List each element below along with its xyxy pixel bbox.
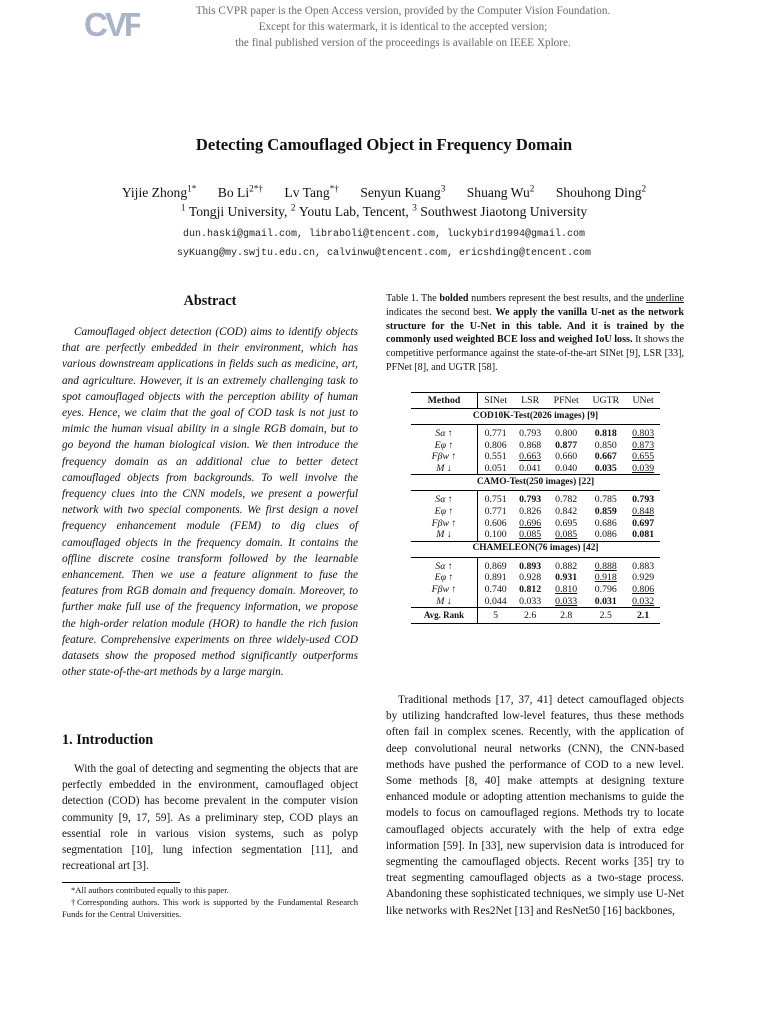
- author-sup: 2: [529, 183, 535, 194]
- metric-text: Sα ↑: [435, 428, 453, 439]
- table-cell: 0.850: [594, 439, 617, 451]
- caption-underline-word: underline: [645, 293, 684, 304]
- author-name: Shouhong Ding: [555, 185, 642, 200]
- table-cell: 0.551: [484, 451, 507, 463]
- table-row: [411, 572, 660, 584]
- table-cell: 0.041: [513, 463, 547, 475]
- metric-text: M ↓: [436, 529, 452, 541]
- table-cell: 0.695: [555, 517, 578, 529]
- column-header: UGTR: [585, 393, 626, 409]
- author: [122, 185, 197, 200]
- affil-name: Southwest Jiaotong University: [420, 204, 588, 219]
- section-title: CHAMELEON(76 images) [42]: [411, 541, 660, 557]
- table-row: [411, 596, 660, 608]
- metric-label: [411, 572, 478, 584]
- table-cell: 0.793: [632, 494, 655, 506]
- table-cell: 0.928: [519, 572, 542, 584]
- metric-label: [411, 506, 478, 518]
- author-list: [0, 185, 768, 201]
- metric-label: [411, 557, 478, 572]
- table-cell: 0.806: [484, 439, 507, 451]
- email-line: dun.haski@gmail.com, libraboli@tencent.com, luckybird1994@gmail.com: [182, 229, 586, 240]
- table-cell: 0.859: [594, 505, 617, 517]
- metric-text: Sα ↑: [435, 494, 453, 506]
- table-cell: 0.035: [585, 463, 626, 475]
- affil-name: Youtu Lab, Tencent,: [298, 204, 409, 219]
- table-cell: 0.810: [555, 583, 578, 595]
- table-cell: 0.793: [519, 494, 542, 506]
- avg-rank-cell: 2.5: [585, 608, 626, 624]
- author-name: Senyun Kuang: [360, 185, 441, 200]
- author-name: Shuang Wu: [466, 185, 530, 200]
- table-row: [411, 425, 660, 440]
- avg-rank-cell: 2.6: [513, 608, 547, 624]
- table-section-row: [411, 541, 660, 557]
- table-cell: 0.660: [555, 451, 578, 463]
- author: [556, 185, 646, 200]
- metric-label: [411, 463, 478, 475]
- cvf-logo-text: CVF: [84, 6, 140, 40]
- table-cell: 0.891: [484, 572, 507, 584]
- metric-label: [411, 440, 478, 452]
- abstract-heading: Abstract: [183, 293, 237, 309]
- watermark-line: This CVPR paper is the Open Access version, provided by the Computer Vision Foundation.: [195, 5, 611, 17]
- author-sup: 2*†: [249, 183, 263, 194]
- table-cell: 0.918: [594, 572, 617, 584]
- column-header: PFNet: [547, 393, 585, 409]
- caption-bold-sentence: We apply the vanilla U-net as the network structure for the U-Net in this table. And it is trained by the commonly used weighted BCE loss and weighed IoU loss.: [386, 306, 684, 346]
- avg-rank-cell: 2.8: [547, 608, 585, 624]
- table-cell: 0.696: [519, 517, 542, 529]
- author-emails: [0, 225, 768, 263]
- cvf-logo-graphic: [84, 6, 140, 40]
- metric-label: [411, 584, 478, 596]
- table-cell: 0.929: [632, 572, 655, 584]
- caption-text: indicates the second best.: [386, 306, 496, 318]
- table-cell: 0.806: [632, 583, 655, 595]
- table-cell: 0.085: [513, 529, 547, 541]
- table-cell: 0.842: [555, 505, 578, 517]
- cvf-logo: [84, 6, 140, 40]
- avg-rank-cell: 2.1: [626, 608, 660, 624]
- table-row: [411, 440, 660, 452]
- affiliations: [0, 204, 768, 220]
- affil-sup: 3: [412, 202, 417, 213]
- table-cell: 0.818: [594, 428, 617, 439]
- email-line: syKuang@my.swjtu.edu.cn, calvinwu@tencent.com, ericshding@tencent.com: [176, 248, 592, 259]
- table-cell: 0.606: [484, 517, 507, 529]
- author-name: Lv Tang: [284, 185, 330, 200]
- table-cell: 0.812: [519, 583, 542, 595]
- table-caption: [386, 292, 684, 375]
- table-row: [411, 451, 660, 463]
- footnote-rule: [62, 882, 180, 883]
- watermark-line: Except for this watermark, it is identical to the accepted version;: [258, 21, 548, 33]
- table-cell: 0.848: [632, 505, 655, 517]
- author-name: Bo Li: [217, 185, 250, 200]
- table-cell: 0.785: [594, 494, 617, 506]
- metric-text: Fβw ↑: [431, 583, 457, 595]
- table-cell: 0.883: [632, 560, 655, 572]
- table-cell: 0.931: [555, 572, 578, 584]
- table-cell: 0.882: [555, 560, 578, 572]
- table-cell: 0.751: [484, 494, 507, 506]
- avg-rank-cell: 5: [478, 608, 514, 624]
- table-row: [411, 518, 660, 530]
- section-title: COD10K-Test(2026 images) [9]: [411, 409, 660, 425]
- metric-text: Sα ↑: [435, 560, 453, 572]
- author-sup: 1*: [187, 183, 197, 194]
- author: [467, 185, 535, 200]
- column-header: SINet: [478, 393, 514, 409]
- footnotes: [62, 884, 358, 920]
- table-cell: 0.032: [626, 596, 660, 608]
- footnote: †Corresponding authors. This work is supported by the Fundamental Research Funds for the Central Universities.: [62, 897, 358, 919]
- table-cell: 0.085: [547, 529, 585, 541]
- column-header: LSR: [513, 393, 547, 409]
- metric-text: M ↓: [436, 595, 452, 607]
- table-row: [411, 529, 660, 541]
- table-section-row: [411, 475, 660, 491]
- table-cell: 0.040: [547, 463, 585, 475]
- metric-label: [411, 596, 478, 608]
- table-cell: 0.051: [478, 463, 514, 475]
- avg-rank-label: Avg. Rank: [411, 608, 478, 624]
- affil-name: Tongji University,: [188, 204, 288, 219]
- table-cell: 0.031: [585, 596, 626, 608]
- watermark-line: the final published version of the proceedings is available on IEEE Xplore.: [235, 37, 571, 49]
- table-cell: 0.793: [519, 428, 542, 439]
- table-cell: 0.081: [626, 529, 660, 541]
- caption-text: numbers represent the best results, and the: [468, 293, 646, 304]
- table-cell: 0.803: [632, 428, 655, 439]
- metric-text: Fβw ↑: [431, 517, 457, 529]
- metric-label: [411, 425, 478, 440]
- table-row: [411, 584, 660, 596]
- table-row: [411, 491, 660, 506]
- avg-rank-row: [411, 608, 660, 624]
- table-cell: 0.873: [632, 439, 655, 451]
- author-sup: *†: [329, 183, 339, 194]
- column-header: UNet: [626, 393, 660, 409]
- intro-text-right: Traditional methods [17, 37, 41] detect camouflaged objects by utilizing handcrafted low-level features, thus these methods often fail in complex scenes. Recently, with the application of deep convolutional neural networks (CNN), the CNN-based methods have pushed the performance of COD to a new level. Some methods [8, 40] make attempts at designing texture enhanced module or adopting attention mechanisms to guide the models to focus on camouflaged regions. Methods try to locate camouflaged objects accurately with the help of extra edge information [59]. In [33], new supervision data is introduced for segmenting the camouflaged objects. Recent works [35] try to treat segmenting camouflaged objects as a two-stage process. Abandoning these sophisticated techniques, we simply use U-Net like networks with Res2Net [13] and ResNet50 [16] backbones,: [386, 694, 684, 917]
- author: [218, 185, 263, 200]
- affil-sup: 1: [180, 202, 186, 213]
- metric-text: Eφ ↑: [434, 505, 454, 517]
- table-cell: 0.086: [585, 529, 626, 541]
- table-cell: 0.782: [555, 494, 578, 506]
- table-row: [411, 557, 660, 572]
- open-access-watermark: [150, 3, 656, 51]
- table-row: [411, 463, 660, 475]
- table-cell: 0.796: [594, 583, 617, 595]
- author: [284, 185, 338, 200]
- intro-heading: 1. Introduction: [62, 732, 154, 748]
- table-cell: 0.893: [519, 560, 542, 572]
- table-cell: 0.663: [519, 451, 542, 463]
- abstract-text: Camouflaged object detection (COD) aims to identify objects that are perfectly embedded in their environment, which has various downstream applications in fields such as medicine, art, and agriculture. However, it is an extremely challenging task to spot camouflaged objects with the perception ability of human eyes. Hence, we claim that the goal of COD task is not just to mimic the human visual ability in a single RGB domain, but to go beyond the human biological vision. We then introduce the frequency domain as an additional clue to better detect camouflaged objects from backgrounds. To well involve the frequency clues into the CNN models, we present a powerful network with two special components. We first design a novel frequency enhancement module (FEM) to dig clues of camouflaged objects in the frequency domain. It contains the offline discrete cosine transform followed by the learnable enhancement. Then we use a feature alignment to fuse the features from RGB domain and frequency domain. Moreover, to further make full use of the frequency information, we propose the high-order relation module (HOR) to handle the rich fusion feature. Comprehensive experiments on three widely-used COD datasets show the proposed method significantly outperforms other state-of-the-art methods by a large margin.: [62, 326, 358, 679]
- table-cell: 0.100: [478, 529, 514, 541]
- table-cell: 0.771: [484, 505, 507, 517]
- paper-title: Detecting Camouflaged Object in Frequency Domain: [195, 135, 573, 154]
- caption-text: It shows the competitive performance against the state-of-the-art SINet [9], LSR [33], PFNet [8], and UGTR [58].: [386, 334, 684, 373]
- table-cell: 0.033: [513, 596, 547, 608]
- author: [360, 185, 445, 200]
- results-table: [411, 392, 660, 624]
- table-header-row: [411, 393, 660, 409]
- table-cell: 0.740: [484, 583, 507, 595]
- table-cell: 0.888: [594, 560, 617, 572]
- intro-text: With the goal of detecting and segmenting the objects that are perfectly embedded in the environment, camouflaged object detection (COD) has become prevalent in the computer vision community [9, 17, 59]. As a preliminary step, COD plays an essential role in various vision systems, such as polyp segmentation [10], lung infection segmentation [11], and recreational art [3].: [62, 763, 358, 873]
- metric-text: Fβw ↑: [431, 451, 457, 463]
- metric-label: [411, 529, 478, 541]
- table-cell: 0.877: [555, 439, 578, 451]
- footnote: *All authors contributed equally to this paper.: [71, 885, 229, 895]
- metric-text: Eφ ↑: [434, 572, 454, 584]
- table-section-row: [411, 409, 660, 425]
- metric-label: [411, 491, 478, 506]
- table-cell: 0.667: [594, 451, 617, 463]
- section-title: CAMO-Test(250 images) [22]: [411, 475, 660, 491]
- table-cell: 0.655: [632, 451, 655, 463]
- affil-sup: 2: [290, 202, 296, 213]
- table-row: [411, 506, 660, 518]
- metric-label: [411, 451, 478, 463]
- table-cell: 0.033: [547, 596, 585, 608]
- table-cell: 0.868: [519, 439, 542, 451]
- table-cell: 0.686: [594, 517, 617, 529]
- column-header: Method: [411, 393, 478, 409]
- table-cell: 0.826: [519, 505, 542, 517]
- table-cell: 0.800: [555, 428, 578, 439]
- table-cell: 0.697: [632, 517, 655, 529]
- metric-text: Eφ ↑: [434, 439, 454, 451]
- metric-label: [411, 518, 478, 530]
- table-cell: 0.869: [484, 560, 507, 572]
- author-sup: 3: [440, 183, 446, 194]
- caption-text: Table 1. The: [386, 293, 440, 304]
- table-cell: 0.044: [478, 596, 514, 608]
- author-name: Yijie Zhong: [121, 185, 188, 200]
- table-cell: 0.771: [484, 428, 507, 439]
- table-cell: 0.039: [626, 463, 660, 475]
- metric-text: M ↓: [436, 462, 452, 474]
- author-sup: 2: [641, 183, 647, 194]
- caption-bold-word: bolded: [439, 293, 469, 304]
